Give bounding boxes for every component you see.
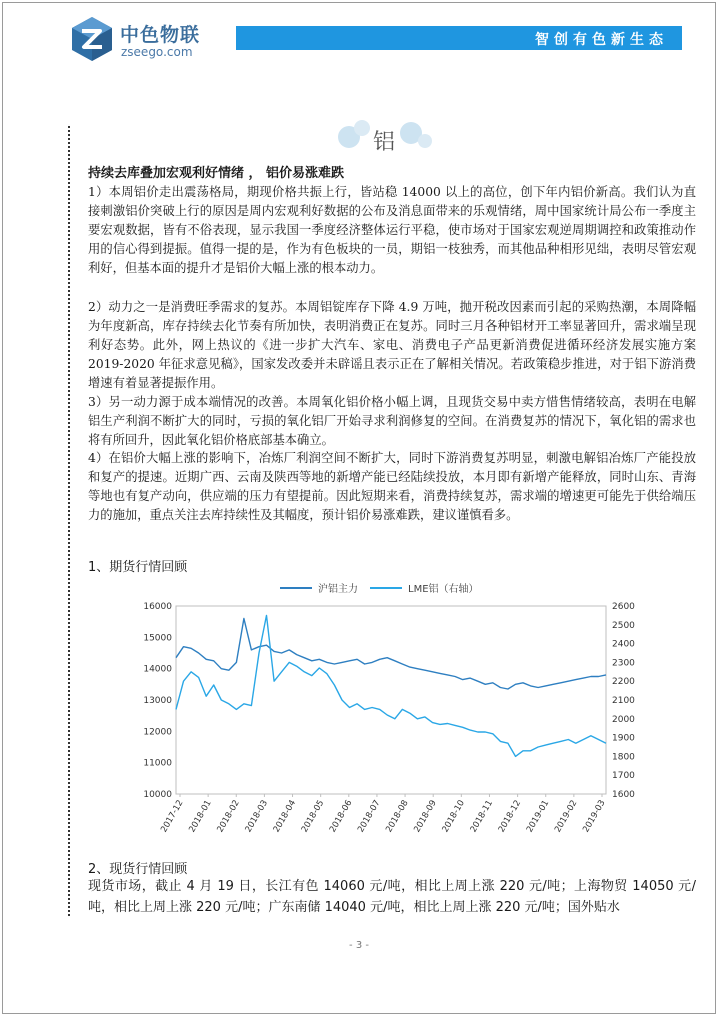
series-line-shfe-aluminum	[176, 619, 606, 690]
y-left-tick-label: 14000	[143, 664, 172, 675]
y-right-tick-label: 2100	[612, 696, 635, 706]
article-headline: 持续去库叠加宏观利好情绪 ， 铝价易涨难跌	[88, 166, 345, 181]
y-right-tick-label: 1700	[612, 771, 635, 782]
paragraph-4: 4）在铝价大幅上涨的影响下，冶炼厂利润空间不断扩大，同时下游消费复苏明显，刺激电解铝冶炼厂产能投放和复产的提速。近期广西、云南及陕西等地的新增产能已经陆续投放，本月即有新增产能释放，同时山东、青海等地也有复产动向，供应端的压力有望提前。因此短期来看，消费持续复苏，需求端的增速更可能先于供给端压力的施加，重点关注去库持续性及其幅度，预计铝价易涨难跌，建议谨慎看多。	[88, 451, 696, 522]
bubble-decoration-icon	[354, 120, 370, 136]
plot-area	[176, 606, 606, 794]
x-tick-label: 2018-02	[215, 798, 242, 835]
spot-subhead: 2、现货行情回顾	[88, 862, 188, 877]
futures-subhead: 1、期货行情回顾	[88, 560, 188, 575]
aluminum-price-chart	[140, 580, 650, 842]
x-tick-label: 2019-01	[524, 798, 552, 835]
y-left-tick-label: 13000	[143, 696, 172, 706]
x-tick-label: 2018-03	[243, 798, 270, 835]
paragraph-3: 3）另一动力源于成本端情况的改善。本周氧化铝价格小幅上调，且现货交易中卖方惜售情绪较高，表明在电解铝生产利润不断扩大的同时，亏损的氧化铝厂开始寻求利润修复的空间。在消费复苏的情况下，氧化铝的需求也将有所回升，因此氧化铝价格底部基本确立。	[88, 395, 696, 447]
x-tick-label: 2018-08	[384, 798, 411, 835]
y-left-tick-label: 16000	[143, 602, 172, 612]
x-tick-label: 2018-04	[271, 798, 299, 835]
paragraph-2: 2）动力之一是消费旺季需求的复苏。本周铝锭库存下降 4.9 万吨，抛开税改因素而引起的采购热潮，本周降幅为年度新高，库存持续去化节奏有所加快，表明消费正在复苏。同时三月各种铝材开工率显著回升，需求端呈现利好态势。此外，网上热议的《进一步扩大汽车、家电、消费电子产品更新消费促进循环经济发展实施方案 2019-2020 年征求意见稿》，国家发改委并未辟谣且表示正在了解相关情况。若政策稳步推进，对于铝下游消费增速有着显著提振作用。	[88, 300, 696, 390]
x-tick-label: 2018-05	[299, 798, 327, 835]
y-right-tick-label: 1800	[612, 752, 635, 763]
section-title	[330, 118, 440, 158]
y-left-tick-label: 10000	[143, 790, 172, 800]
chart-legend	[280, 582, 479, 595]
x-tick-label: 2018-09	[412, 798, 439, 835]
y-right-tick-label: 2300	[612, 658, 635, 669]
spot-market-text: 现货市场，截止 4 月 19 日，长江有色 14060 元/吨，相比上周上涨 220 元/吨；上海物贸 14050 元/吨，相比上周上涨 220 元/吨；广东南储 14040 元/吨，相比上周上涨 220 元/吨；国外贴水	[88, 879, 696, 915]
header-banner	[236, 26, 682, 50]
page-number: - 3 -	[349, 940, 369, 951]
banner-slogan: 智创有色新生态	[535, 32, 668, 48]
logo-domain: zseego.com	[121, 45, 193, 59]
y-right-tick-label: 2200	[612, 677, 635, 688]
x-tick-label: 2018-10	[440, 798, 467, 835]
section-title-text: 铝	[373, 130, 396, 155]
x-tick-label: 2018-11	[468, 798, 496, 835]
legend-label-left: 沪铝主力	[318, 584, 358, 595]
y-left-tick-label: 12000	[143, 727, 172, 738]
x-tick-label: 2018-01	[187, 798, 214, 835]
left-dotted-rule	[68, 126, 70, 916]
y-left-tick-label: 11000	[143, 758, 172, 769]
y-left-tick-label: 15000	[143, 633, 172, 644]
x-tick-label: 2019-03	[581, 798, 608, 835]
y-right-tick-label: 2000	[612, 714, 635, 725]
y-right-tick-label: 1600	[612, 790, 635, 800]
legend-label-right: LME铝（右轴）	[408, 584, 479, 595]
logo-chinese-name: 中色物联	[120, 24, 201, 46]
y-right-tick-label: 2400	[612, 639, 635, 650]
paragraph-1: 1）本周铝价走出震荡格局，期现价格共振上行，皆站稳 14000 以上的高位，创下年内铝价新高。我们认为直接刺激铝价突破上行的原因是周内宏观利好数据的公布及消息面带来的乐观情绪，周中国家统计局公布一季度主要宏观数据，皆有不俗表现，显示我国一季度经济整体运行平稳，使市场对于国家宏观逆周期调控和政策推动作用的信心得到提振。值得一提的是，作为有色板块的一员，期铝一枝独秀，而其他品种相形见绌，表明尽管宏观利好，但基本面的提升才是铝价大幅上涨的根本动力。	[88, 185, 696, 275]
x-tick-label: 2017-12	[159, 798, 186, 835]
y-right-tick-label: 1900	[612, 733, 635, 744]
x-tick-label: 2018-06	[327, 798, 355, 835]
logo-cube-icon	[70, 16, 114, 62]
y-right-tick-label: 2600	[612, 602, 635, 612]
bubble-decoration-icon	[418, 134, 432, 148]
x-tick-label: 2018-07	[356, 798, 383, 835]
x-tick-label: 2018-12	[496, 798, 524, 835]
y-right-tick-label: 2500	[612, 620, 635, 631]
x-tick-label: 2019-02	[553, 798, 580, 835]
